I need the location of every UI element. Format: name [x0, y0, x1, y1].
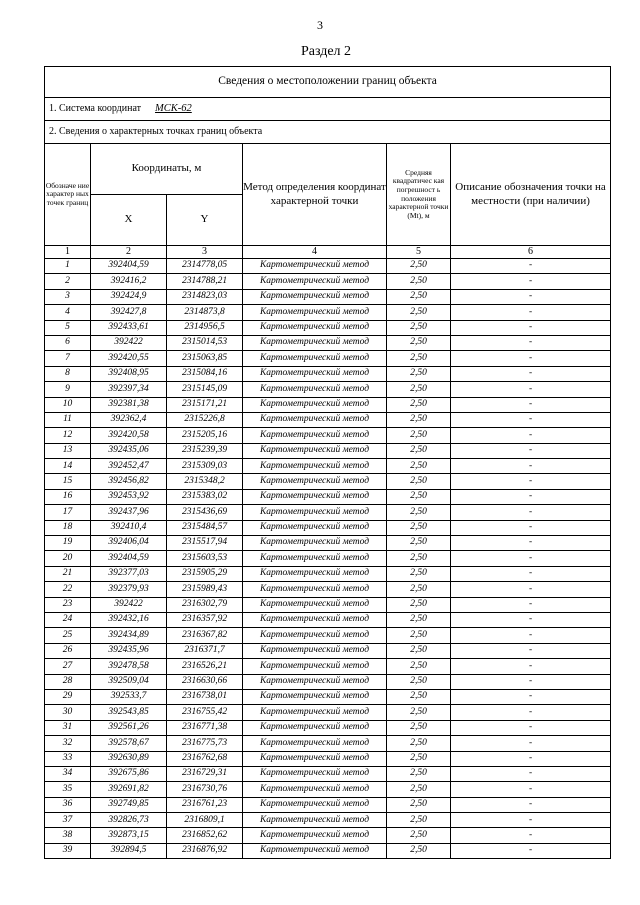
- x-coordinate: 392826,73: [91, 813, 167, 828]
- description: -: [451, 305, 611, 320]
- description: -: [451, 736, 611, 751]
- x-coordinate: 392377,03: [91, 566, 167, 581]
- table-row: [45, 751, 611, 766]
- header-point-id: Обозначе ние характер ных точек границ: [45, 144, 91, 246]
- method: Картометрический метод: [243, 443, 387, 458]
- point-number: 16: [45, 489, 91, 504]
- y-coordinate: 2315484,57: [167, 520, 243, 535]
- error-value: 2,50: [387, 459, 451, 474]
- y-coordinate: 2314956,5: [167, 320, 243, 335]
- table-row: [45, 689, 611, 704]
- method: Картометрический метод: [243, 720, 387, 735]
- y-coordinate: 2316775,73: [167, 736, 243, 751]
- error-value: 2,50: [387, 382, 451, 397]
- x-coordinate: 392404,59: [91, 551, 167, 566]
- x-coordinate: 392543,85: [91, 705, 167, 720]
- point-number: 12: [45, 428, 91, 443]
- point-number: 11: [45, 412, 91, 427]
- method: Картометрический метод: [243, 597, 387, 612]
- method: Картометрический метод: [243, 551, 387, 566]
- description: -: [451, 489, 611, 504]
- error-value: 2,50: [387, 813, 451, 828]
- point-number: 14: [45, 459, 91, 474]
- error-value: 2,50: [387, 351, 451, 366]
- table-row: [45, 843, 611, 858]
- point-number: 6: [45, 335, 91, 350]
- x-coordinate: 392381,38: [91, 397, 167, 412]
- point-number: 7: [45, 351, 91, 366]
- error-value: 2,50: [387, 551, 451, 566]
- y-coordinate: 2316526,21: [167, 659, 243, 674]
- y-coordinate: 2316771,38: [167, 720, 243, 735]
- table-row: [45, 720, 611, 735]
- y-coordinate: 2314873,8: [167, 305, 243, 320]
- method: Картометрический метод: [243, 628, 387, 643]
- x-coordinate: 392397,34: [91, 382, 167, 397]
- description: -: [451, 428, 611, 443]
- description: -: [451, 536, 611, 551]
- method: Картометрический метод: [243, 782, 387, 797]
- header-description: Описание обозначения точки на местности (при наличии): [451, 144, 611, 246]
- method: Картометрический метод: [243, 505, 387, 520]
- y-coordinate: 2315226,8: [167, 412, 243, 427]
- method: Картометрический метод: [243, 674, 387, 689]
- error-value: 2,50: [387, 628, 451, 643]
- method: Картометрический метод: [243, 397, 387, 412]
- points-heading: 2. Сведения о характерных точках границ объекта: [45, 121, 611, 144]
- x-coordinate: 392578,67: [91, 736, 167, 751]
- method: Картометрический метод: [243, 797, 387, 812]
- description: -: [451, 643, 611, 658]
- table-row: [45, 382, 611, 397]
- error-value: 2,50: [387, 520, 451, 535]
- x-coordinate: 392533,7: [91, 689, 167, 704]
- page-number: 3: [317, 18, 323, 32]
- method: Картометрический метод: [243, 320, 387, 335]
- description: -: [451, 782, 611, 797]
- y-coordinate: 2315205,16: [167, 428, 243, 443]
- description: -: [451, 259, 611, 274]
- y-coordinate: 2315145,09: [167, 382, 243, 397]
- table-title: Сведения о местоположении границ объекта: [45, 67, 611, 98]
- method: Картометрический метод: [243, 351, 387, 366]
- error-value: 2,50: [387, 828, 451, 843]
- y-coordinate: 2315603,53: [167, 551, 243, 566]
- point-number: 30: [45, 705, 91, 720]
- x-coordinate: 392509,04: [91, 674, 167, 689]
- table-row: [45, 505, 611, 520]
- description: -: [451, 474, 611, 489]
- method: Картометрический метод: [243, 736, 387, 751]
- point-number: 28: [45, 674, 91, 689]
- description: -: [451, 566, 611, 581]
- point-number: 26: [45, 643, 91, 658]
- x-coordinate: 392437,96: [91, 505, 167, 520]
- x-coordinate: 392478,58: [91, 659, 167, 674]
- method: Картометрический метод: [243, 289, 387, 304]
- error-value: 2,50: [387, 397, 451, 412]
- table-row: [45, 566, 611, 581]
- description: -: [451, 674, 611, 689]
- description: -: [451, 351, 611, 366]
- x-coordinate: 392873,15: [91, 828, 167, 843]
- error-value: 2,50: [387, 674, 451, 689]
- x-coordinate: 392379,93: [91, 582, 167, 597]
- table-row: [45, 459, 611, 474]
- description: -: [451, 397, 611, 412]
- point-number: 18: [45, 520, 91, 535]
- x-coordinate: 392561,26: [91, 720, 167, 735]
- method: Картометрический метод: [243, 643, 387, 658]
- point-number: 31: [45, 720, 91, 735]
- error-value: 2,50: [387, 536, 451, 551]
- error-value: 2,50: [387, 705, 451, 720]
- method: Картометрический метод: [243, 428, 387, 443]
- method: Картометрический метод: [243, 489, 387, 504]
- x-coordinate: 392422: [91, 597, 167, 612]
- point-number: 13: [45, 443, 91, 458]
- description: -: [451, 705, 611, 720]
- method: Картометрический метод: [243, 520, 387, 535]
- method: Картометрический метод: [243, 412, 387, 427]
- error-value: 2,50: [387, 612, 451, 627]
- y-coordinate: 2315171,21: [167, 397, 243, 412]
- table-row: [45, 274, 611, 289]
- point-number: 3: [45, 289, 91, 304]
- method: Картометрический метод: [243, 813, 387, 828]
- y-coordinate: 2316755,42: [167, 705, 243, 720]
- y-coordinate: 2315014,53: [167, 335, 243, 350]
- method: Картометрический метод: [243, 536, 387, 551]
- table-row: [45, 412, 611, 427]
- table-row: [45, 828, 611, 843]
- point-number: 34: [45, 766, 91, 781]
- y-coordinate: 2315063,85: [167, 351, 243, 366]
- x-coordinate: 392404,59: [91, 259, 167, 274]
- error-value: 2,50: [387, 659, 451, 674]
- y-coordinate: 2315989,43: [167, 582, 243, 597]
- description: -: [451, 366, 611, 381]
- description: -: [451, 412, 611, 427]
- x-coordinate: 392422: [91, 335, 167, 350]
- x-coordinate: 392416,2: [91, 274, 167, 289]
- table-row: [45, 366, 611, 381]
- method: Картометрический метод: [243, 335, 387, 350]
- point-number: 5: [45, 320, 91, 335]
- table-row: [45, 289, 611, 304]
- point-number: 39: [45, 843, 91, 858]
- point-number: 36: [45, 797, 91, 812]
- point-number: 19: [45, 536, 91, 551]
- x-coordinate: 392452,47: [91, 459, 167, 474]
- error-value: 2,50: [387, 489, 451, 504]
- method: Картометрический метод: [243, 705, 387, 720]
- point-number: 4: [45, 305, 91, 320]
- method: Картометрический метод: [243, 382, 387, 397]
- coord-system-label: 1. Система координат: [49, 102, 142, 114]
- method: Картометрический метод: [243, 474, 387, 489]
- description: -: [451, 520, 611, 535]
- x-coordinate: 392427,8: [91, 305, 167, 320]
- error-value: 2,50: [387, 797, 451, 812]
- method: Картометрический метод: [243, 366, 387, 381]
- point-number: 24: [45, 612, 91, 627]
- error-value: 2,50: [387, 335, 451, 350]
- table-row: [45, 320, 611, 335]
- coord-system-value: МСК-62: [155, 102, 192, 114]
- table-row: [45, 582, 611, 597]
- x-coordinate: 392433,61: [91, 320, 167, 335]
- point-number: 37: [45, 813, 91, 828]
- point-number: 27: [45, 659, 91, 674]
- y-coordinate: 2316371,7: [167, 643, 243, 658]
- y-coordinate: 2316302,79: [167, 597, 243, 612]
- error-value: 2,50: [387, 428, 451, 443]
- table-row: [45, 428, 611, 443]
- method: Картометрический метод: [243, 689, 387, 704]
- y-coordinate: 2316876,92: [167, 843, 243, 858]
- y-coordinate: 2314823,03: [167, 289, 243, 304]
- description: -: [451, 551, 611, 566]
- y-coordinate: 2315905,29: [167, 566, 243, 581]
- error-value: 2,50: [387, 474, 451, 489]
- method: Картометрический метод: [243, 766, 387, 781]
- description: -: [451, 720, 611, 735]
- description: -: [451, 505, 611, 520]
- error-value: 2,50: [387, 366, 451, 381]
- error-value: 2,50: [387, 289, 451, 304]
- description: -: [451, 459, 611, 474]
- table-row: [45, 397, 611, 412]
- x-coordinate: 392432,16: [91, 612, 167, 627]
- col-number: 6: [451, 246, 611, 259]
- table-row: [45, 335, 611, 350]
- error-value: 2,50: [387, 597, 451, 612]
- col-number: 1: [45, 246, 91, 259]
- description: -: [451, 320, 611, 335]
- point-number: 21: [45, 566, 91, 581]
- table-row: [45, 351, 611, 366]
- description: -: [451, 689, 611, 704]
- x-coordinate: 392420,58: [91, 428, 167, 443]
- table-row: [45, 782, 611, 797]
- boundary-points-table: [44, 66, 611, 859]
- x-coordinate: 392408,95: [91, 366, 167, 381]
- description: -: [451, 659, 611, 674]
- method: Картометрический метод: [243, 751, 387, 766]
- method: Картометрический метод: [243, 259, 387, 274]
- error-value: 2,50: [387, 782, 451, 797]
- error-value: 2,50: [387, 443, 451, 458]
- method: Картометрический метод: [243, 843, 387, 858]
- x-coordinate: 392894,5: [91, 843, 167, 858]
- table-row: [45, 536, 611, 551]
- error-value: 2,50: [387, 689, 451, 704]
- table-row: [45, 305, 611, 320]
- error-value: 2,50: [387, 582, 451, 597]
- point-number: 38: [45, 828, 91, 843]
- error-value: 2,50: [387, 843, 451, 858]
- point-number: 1: [45, 259, 91, 274]
- y-coordinate: 2315517,94: [167, 536, 243, 551]
- description: -: [451, 628, 611, 643]
- col-number: 2: [91, 246, 167, 259]
- point-number: 32: [45, 736, 91, 751]
- description: -: [451, 289, 611, 304]
- y-coordinate: 2314778,05: [167, 259, 243, 274]
- point-number: 29: [45, 689, 91, 704]
- y-coordinate: 2315084,16: [167, 366, 243, 381]
- x-coordinate: 392453,92: [91, 489, 167, 504]
- method: Картометрический метод: [243, 828, 387, 843]
- y-coordinate: 2315383,02: [167, 489, 243, 504]
- point-number: 20: [45, 551, 91, 566]
- table-row: [45, 674, 611, 689]
- table-row: [45, 551, 611, 566]
- description: -: [451, 382, 611, 397]
- header-y: Y: [167, 195, 243, 246]
- method: Картометрический метод: [243, 612, 387, 627]
- y-coordinate: 2316357,92: [167, 612, 243, 627]
- description: -: [451, 766, 611, 781]
- y-coordinate: 2316852,62: [167, 828, 243, 843]
- error-value: 2,50: [387, 320, 451, 335]
- description: -: [451, 828, 611, 843]
- y-coordinate: 2316367,82: [167, 628, 243, 643]
- point-number: 10: [45, 397, 91, 412]
- col-number: 3: [167, 246, 243, 259]
- x-coordinate: 392434,89: [91, 628, 167, 643]
- error-value: 2,50: [387, 766, 451, 781]
- description: -: [451, 597, 611, 612]
- y-coordinate: 2315436,69: [167, 505, 243, 520]
- y-coordinate: 2315239,39: [167, 443, 243, 458]
- table-row: [45, 628, 611, 643]
- description: -: [451, 335, 611, 350]
- description: -: [451, 797, 611, 812]
- error-value: 2,50: [387, 566, 451, 581]
- y-coordinate: 2316729,31: [167, 766, 243, 781]
- method: Картометрический метод: [243, 274, 387, 289]
- y-coordinate: 2315348,2: [167, 474, 243, 489]
- table-row: [45, 736, 611, 751]
- header-x: X: [91, 195, 167, 246]
- table-row: [45, 443, 611, 458]
- x-coordinate: 392410,4: [91, 520, 167, 535]
- error-value: 2,50: [387, 259, 451, 274]
- error-value: 2,50: [387, 720, 451, 735]
- header-method: Метод определения координат характерной точки: [243, 144, 387, 246]
- y-coordinate: 2316762,68: [167, 751, 243, 766]
- table-row: [45, 597, 611, 612]
- point-number: 9: [45, 382, 91, 397]
- y-coordinate: 2316761,23: [167, 797, 243, 812]
- table-row: [45, 705, 611, 720]
- method: Картометрический метод: [243, 582, 387, 597]
- point-number: 22: [45, 582, 91, 597]
- table-row: [45, 612, 611, 627]
- x-coordinate: 392424,9: [91, 289, 167, 304]
- x-coordinate: 392435,06: [91, 443, 167, 458]
- method: Картометрический метод: [243, 305, 387, 320]
- point-number: 2: [45, 274, 91, 289]
- section-title: Раздел 2: [300, 44, 352, 59]
- x-coordinate: 392675,86: [91, 766, 167, 781]
- col-number: 5: [387, 246, 451, 259]
- description: -: [451, 582, 611, 597]
- header-coordinates: Координаты, м: [91, 144, 243, 195]
- col-number: 4: [243, 246, 387, 259]
- description: -: [451, 843, 611, 858]
- coord-system-row: [45, 98, 611, 121]
- method: Картометрический метод: [243, 566, 387, 581]
- table-row: [45, 766, 611, 781]
- table-row: [45, 259, 611, 274]
- y-coordinate: 2314788,21: [167, 274, 243, 289]
- point-number: 17: [45, 505, 91, 520]
- method: Картометрический метод: [243, 459, 387, 474]
- description: -: [451, 813, 611, 828]
- point-number: 8: [45, 366, 91, 381]
- error-value: 2,50: [387, 305, 451, 320]
- x-coordinate: 392630,89: [91, 751, 167, 766]
- point-number: 15: [45, 474, 91, 489]
- error-value: 2,50: [387, 505, 451, 520]
- x-coordinate: 392456,82: [91, 474, 167, 489]
- y-coordinate: 2316809,1: [167, 813, 243, 828]
- table-row: [45, 474, 611, 489]
- y-coordinate: 2316738,01: [167, 689, 243, 704]
- error-value: 2,50: [387, 736, 451, 751]
- y-coordinate: 2316630,66: [167, 674, 243, 689]
- header-error: Средняя квадратичес кая погрешност ь положения характерной точки (Mt), м: [387, 144, 451, 246]
- point-number: 25: [45, 628, 91, 643]
- error-value: 2,50: [387, 643, 451, 658]
- table-row: [45, 659, 611, 674]
- x-coordinate: 392691,82: [91, 782, 167, 797]
- x-coordinate: 392420,55: [91, 351, 167, 366]
- table-row: [45, 813, 611, 828]
- error-value: 2,50: [387, 274, 451, 289]
- x-coordinate: 392362,4: [91, 412, 167, 427]
- table-row: [45, 643, 611, 658]
- table-row: [45, 797, 611, 812]
- point-number: 35: [45, 782, 91, 797]
- description: -: [451, 612, 611, 627]
- description: -: [451, 443, 611, 458]
- x-coordinate: 392749,85: [91, 797, 167, 812]
- description: -: [451, 274, 611, 289]
- x-coordinate: 392435,96: [91, 643, 167, 658]
- description: -: [451, 751, 611, 766]
- y-coordinate: 2316730,76: [167, 782, 243, 797]
- x-coordinate: 392406,04: [91, 536, 167, 551]
- table-row: [45, 489, 611, 504]
- y-coordinate: 2315309,03: [167, 459, 243, 474]
- error-value: 2,50: [387, 751, 451, 766]
- method: Картометрический метод: [243, 659, 387, 674]
- point-number: 23: [45, 597, 91, 612]
- table-row: [45, 520, 611, 535]
- error-value: 2,50: [387, 412, 451, 427]
- point-number: 33: [45, 751, 91, 766]
